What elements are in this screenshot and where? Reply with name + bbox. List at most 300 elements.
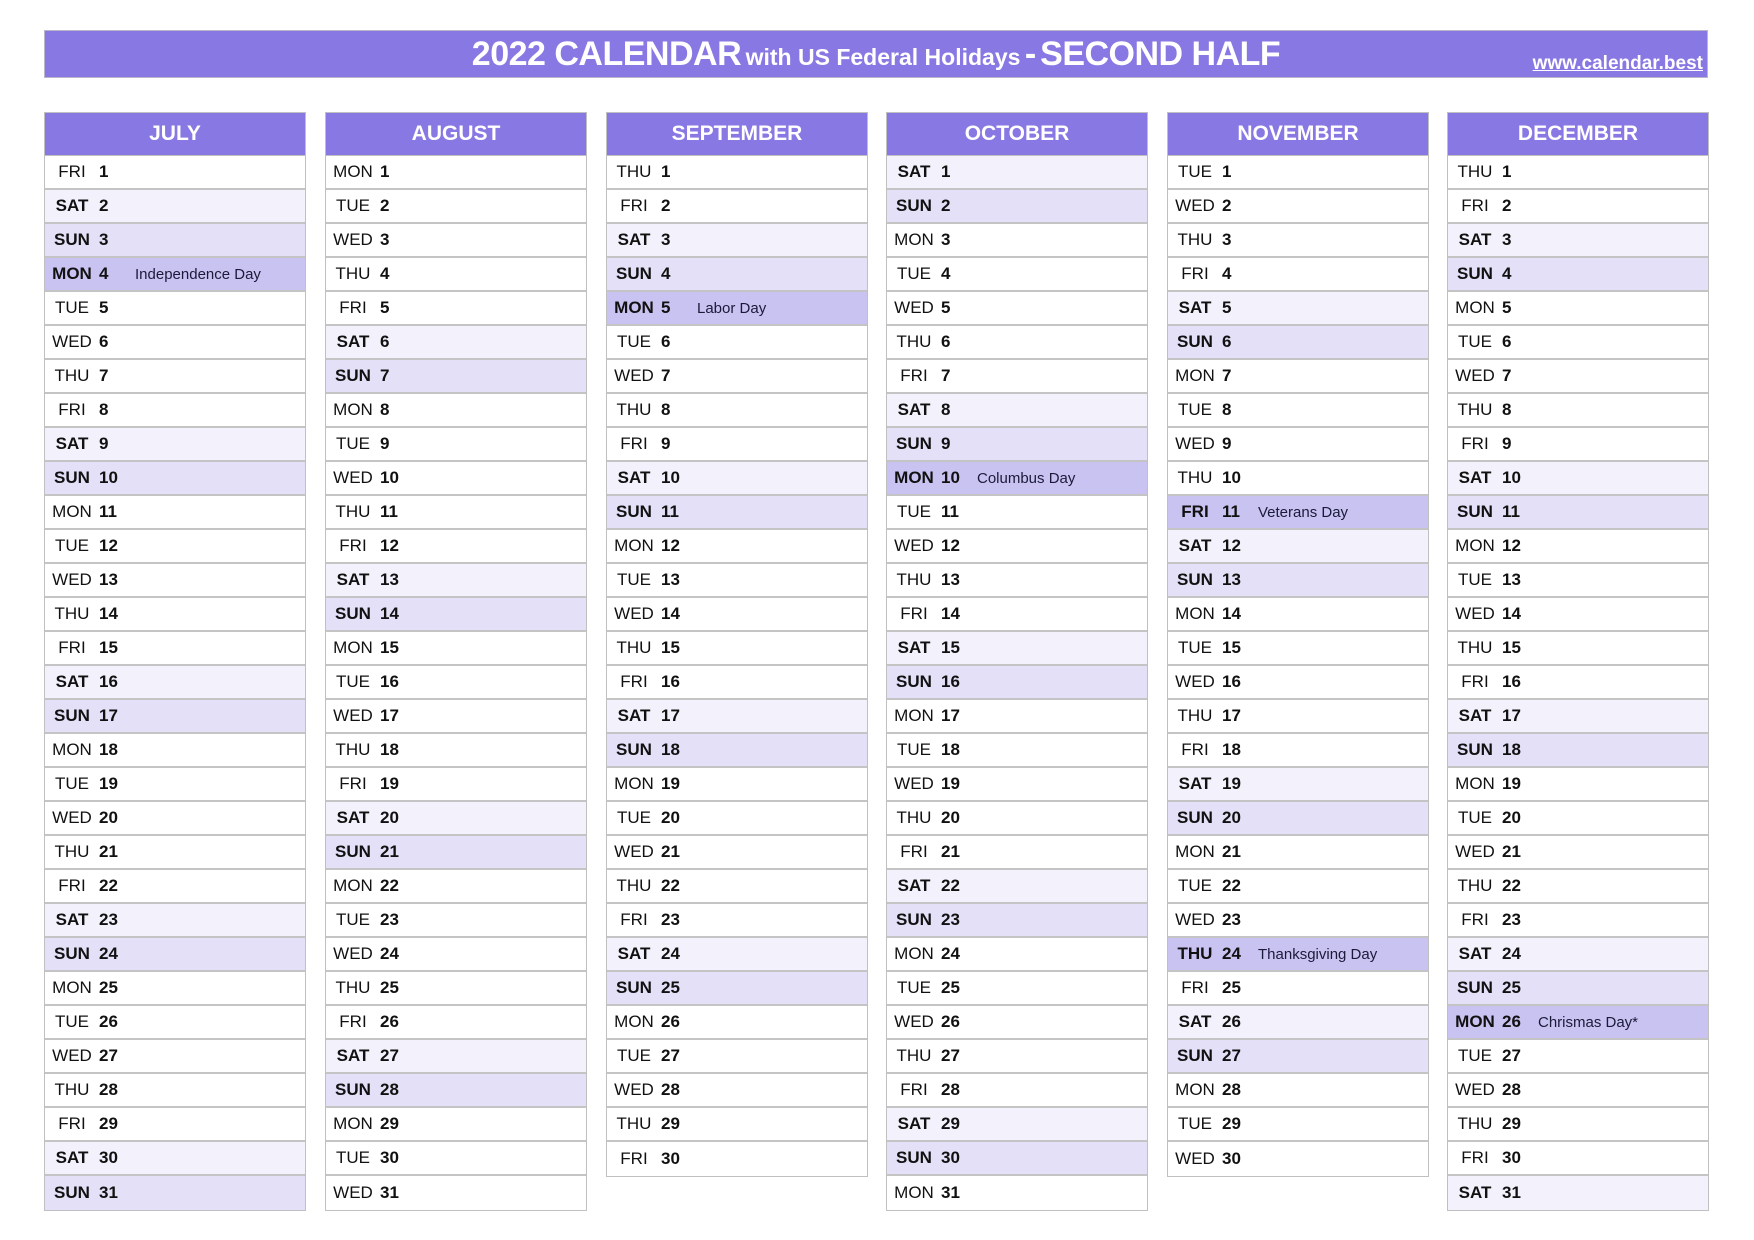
day-row [607, 360, 867, 394]
day-number: 11 [1222, 502, 1240, 521]
weekday-label: WED [1455, 604, 1495, 623]
day-row [1448, 1040, 1708, 1074]
day-row [1168, 1074, 1428, 1108]
day-number: 14 [380, 604, 399, 623]
day-row [326, 768, 586, 802]
holiday-name: Veterans Day [1258, 503, 1349, 521]
day-number: 6 [1502, 332, 1512, 351]
weekday-label: TUE [1178, 876, 1212, 895]
holiday-name: Chrismas Day* [1538, 1013, 1639, 1031]
weekday-label: WED [894, 1012, 934, 1031]
weekday-label: THU [616, 638, 652, 657]
day-row [887, 768, 1147, 802]
weekday-label: SUN [54, 468, 90, 487]
day-number: 15 [99, 638, 118, 657]
day-row [326, 870, 586, 904]
weekday-label: MON [52, 978, 92, 997]
weekday-label: SAT [1458, 1183, 1492, 1202]
day-row [607, 530, 867, 564]
day-row [887, 666, 1147, 700]
weekday-label: SUN [1457, 740, 1493, 759]
month-august [325, 112, 587, 1211]
day-row [326, 836, 586, 870]
day-row [1448, 904, 1708, 938]
day-number: 23 [941, 910, 960, 929]
day-number: 1 [661, 162, 671, 181]
weekday-label: SAT [1178, 298, 1212, 317]
day-row [607, 156, 867, 190]
day-row [887, 292, 1147, 326]
day-number: 11 [380, 502, 398, 521]
weekday-label: SAT [897, 400, 931, 419]
day-row [607, 394, 867, 428]
day-row [45, 326, 305, 360]
weekday-label: WED [333, 944, 373, 963]
weekday-label: SAT [55, 910, 89, 929]
day-row [887, 224, 1147, 258]
day-row [607, 666, 867, 700]
page-title [45, 35, 1707, 74]
day-row [1168, 360, 1428, 394]
weekday-label: SUN [1177, 1046, 1213, 1065]
weekday-label: TUE [336, 196, 370, 215]
weekday-label: FRI [1461, 434, 1489, 453]
day-number: 16 [1222, 672, 1241, 691]
weekday-label: TUE [336, 1148, 370, 1167]
holiday-row [887, 462, 1147, 496]
weekday-label: SUN [896, 910, 932, 929]
weekday-label: WED [333, 468, 373, 487]
day-number: 12 [941, 536, 960, 555]
day-number: 8 [661, 400, 671, 419]
month-header: SEPTEMBER [607, 113, 867, 156]
day-number: 10 [1502, 468, 1521, 487]
day-row [1168, 258, 1428, 292]
weekday-label: WED [52, 570, 92, 589]
day-row [887, 428, 1147, 462]
day-row [45, 734, 305, 768]
day-number: 20 [380, 808, 399, 827]
day-number: 1 [99, 162, 109, 181]
weekday-label: SAT [55, 434, 89, 453]
day-row [45, 360, 305, 394]
day-row [45, 870, 305, 904]
weekday-label: WED [52, 808, 92, 827]
day-row [1448, 632, 1708, 666]
weekday-label: FRI [620, 910, 648, 929]
weekday-label: SAT [1458, 944, 1492, 963]
weekday-label: THU [896, 570, 932, 589]
weekday-label: SUN [54, 944, 90, 963]
day-row [1168, 802, 1428, 836]
day-number: 5 [1222, 298, 1232, 317]
weekday-label: TUE [617, 808, 651, 827]
title-half: SECOND HALF [1040, 35, 1281, 73]
weekday-label: WED [1175, 196, 1215, 215]
day-number: 17 [1222, 706, 1241, 725]
weekday-label: MON [614, 774, 654, 793]
holiday-name: Thanksgiving Day [1258, 945, 1378, 963]
weekday-label: SAT [55, 672, 89, 691]
day-number: 6 [661, 332, 671, 351]
weekday-label: WED [614, 842, 654, 861]
weekday-label: THU [335, 978, 371, 997]
day-number: 5 [380, 298, 390, 317]
day-number: 25 [941, 978, 960, 997]
day-row [1168, 190, 1428, 224]
weekday-label: THU [1177, 468, 1213, 487]
day-row [326, 564, 586, 598]
day-row [45, 836, 305, 870]
day-number: 9 [99, 434, 109, 453]
weekday-label: FRI [900, 842, 928, 861]
day-row [326, 326, 586, 360]
weekday-label: SAT [55, 1148, 89, 1167]
weekday-label: SUN [616, 502, 652, 521]
weekday-label: FRI [1461, 672, 1489, 691]
day-row [326, 190, 586, 224]
day-number: 27 [941, 1046, 960, 1065]
day-number: 19 [380, 774, 399, 793]
weekday-label: SUN [335, 604, 371, 623]
day-number: 21 [661, 842, 680, 861]
day-number: 23 [1502, 910, 1521, 929]
day-number: 15 [1502, 638, 1521, 657]
day-number: 20 [1222, 808, 1241, 827]
day-number: 21 [380, 842, 399, 861]
day-number: 6 [941, 332, 951, 351]
day-row [887, 836, 1147, 870]
day-row [1448, 870, 1708, 904]
day-number: 21 [99, 842, 118, 861]
day-number: 9 [380, 434, 390, 453]
website-link[interactable]: www.calendar.best [1532, 53, 1703, 74]
day-row [45, 564, 305, 598]
day-row [607, 326, 867, 360]
weekday-label: WED [52, 1046, 92, 1065]
weekday-label: WED [894, 774, 934, 793]
day-row [45, 632, 305, 666]
day-row [45, 530, 305, 564]
day-number: 12 [380, 536, 399, 555]
day-number: 25 [1502, 978, 1521, 997]
day-number: 22 [1222, 876, 1241, 895]
weekday-label: SAT [897, 162, 931, 181]
day-row [887, 700, 1147, 734]
weekday-label: TUE [617, 1046, 651, 1065]
day-number: 19 [1222, 774, 1241, 793]
day-row [1448, 530, 1708, 564]
day-row [326, 632, 586, 666]
day-number: 3 [1222, 230, 1232, 249]
weekday-label: SAT [1178, 774, 1212, 793]
day-number: 18 [1222, 740, 1241, 759]
day-number: 18 [941, 740, 960, 759]
weekday-label: SUN [616, 740, 652, 759]
weekday-label: MON [894, 944, 934, 963]
day-row [326, 292, 586, 326]
day-row [326, 972, 586, 1006]
day-number: 12 [661, 536, 680, 555]
weekday-label: FRI [1181, 264, 1209, 283]
day-number: 21 [1502, 842, 1521, 861]
day-number: 27 [99, 1046, 118, 1065]
weekday-label: WED [1175, 434, 1215, 453]
day-number: 31 [99, 1183, 118, 1202]
weekday-label: SAT [1458, 468, 1492, 487]
weekday-label: THU [335, 264, 371, 283]
day-number: 3 [661, 230, 671, 249]
day-row [1168, 1006, 1428, 1040]
day-number: 26 [99, 1012, 118, 1031]
day-row [1448, 258, 1708, 292]
day-row [326, 938, 586, 972]
day-row [887, 190, 1147, 224]
weekday-label: THU [54, 842, 90, 861]
day-row [887, 258, 1147, 292]
weekday-label: TUE [55, 298, 89, 317]
weekday-label: MON [1175, 1080, 1215, 1099]
weekday-label: THU [1177, 706, 1213, 725]
day-number: 26 [1502, 1012, 1521, 1031]
day-number: 10 [380, 468, 399, 487]
weekday-label: WED [1175, 910, 1215, 929]
day-row [326, 598, 586, 632]
day-row [1168, 156, 1428, 190]
weekday-label: THU [54, 604, 90, 623]
day-number: 29 [1222, 1114, 1241, 1133]
weekday-label: MON [1175, 604, 1215, 623]
day-row [326, 428, 586, 462]
day-number: 24 [661, 944, 680, 963]
day-number: 17 [1502, 706, 1521, 725]
weekday-label: SUN [335, 842, 371, 861]
day-number: 1 [380, 162, 390, 181]
day-number: 28 [380, 1080, 399, 1099]
weekday-label: THU [1457, 400, 1493, 419]
day-number: 17 [380, 706, 399, 725]
month-header: OCTOBER [887, 113, 1147, 156]
weekday-label: FRI [1181, 502, 1209, 521]
weekday-label: MON [1455, 536, 1495, 555]
day-row [326, 802, 586, 836]
weekday-label: TUE [617, 570, 651, 589]
day-row [607, 190, 867, 224]
day-row [45, 156, 305, 190]
day-number: 9 [941, 434, 951, 453]
weekday-label: THU [1177, 230, 1213, 249]
day-number: 30 [380, 1148, 399, 1167]
weekday-label: MON [894, 1183, 934, 1202]
day-row [1448, 326, 1708, 360]
holiday-row [45, 258, 305, 292]
day-row [1448, 1176, 1708, 1210]
day-row [607, 972, 867, 1006]
day-row [607, 598, 867, 632]
day-row [1448, 666, 1708, 700]
day-row [1168, 598, 1428, 632]
day-row [45, 904, 305, 938]
weekday-label: THU [896, 1046, 932, 1065]
day-row [326, 1006, 586, 1040]
weekday-label: MON [333, 1114, 373, 1133]
calendar-banner [44, 30, 1708, 78]
weekday-label: THU [616, 162, 652, 181]
day-row [1448, 462, 1708, 496]
day-row [326, 666, 586, 700]
day-number: 18 [380, 740, 399, 759]
day-row [326, 734, 586, 768]
weekday-label: FRI [620, 196, 648, 215]
day-row [326, 258, 586, 292]
weekday-label: WED [333, 706, 373, 725]
weekday-label: SUN [335, 1080, 371, 1099]
day-row [607, 1142, 867, 1176]
day-number: 5 [99, 298, 109, 317]
day-number: 20 [99, 808, 118, 827]
day-row [326, 530, 586, 564]
title-separator: - [1024, 35, 1036, 73]
day-row [607, 1108, 867, 1142]
weekday-label: SUN [1457, 978, 1493, 997]
day-row [1448, 428, 1708, 462]
day-row [1448, 1142, 1708, 1176]
day-number: 28 [1222, 1080, 1241, 1099]
day-number: 31 [380, 1183, 399, 1202]
weekday-label: MON [333, 400, 373, 419]
day-row [607, 1006, 867, 1040]
day-number: 14 [99, 604, 118, 623]
day-number: 21 [1222, 842, 1241, 861]
day-number: 26 [1222, 1012, 1241, 1031]
day-number: 27 [661, 1046, 680, 1065]
day-number: 7 [1222, 366, 1232, 385]
weekday-label: SAT [617, 944, 651, 963]
weekday-label: SUN [616, 264, 652, 283]
weekday-label: MON [1455, 298, 1495, 317]
day-row [1448, 496, 1708, 530]
weekday-label: WED [1455, 842, 1495, 861]
weekday-label: SUN [896, 1148, 932, 1167]
day-row [1168, 564, 1428, 598]
day-row [607, 1040, 867, 1074]
day-number: 2 [1222, 196, 1232, 215]
weekday-label: SUN [335, 366, 371, 385]
weekday-label: FRI [339, 298, 367, 317]
weekday-label: FRI [339, 1012, 367, 1031]
day-row [1448, 1074, 1708, 1108]
weekday-label: WED [52, 332, 92, 351]
day-row [45, 768, 305, 802]
weekday-label: THU [1177, 944, 1213, 963]
day-number: 14 [661, 604, 680, 623]
day-number: 8 [380, 400, 390, 419]
day-number: 2 [941, 196, 951, 215]
weekday-label: SAT [1178, 1012, 1212, 1031]
day-number: 13 [1502, 570, 1521, 589]
day-number: 30 [1502, 1148, 1521, 1167]
day-number: 25 [661, 978, 680, 997]
weekday-label: SUN [1177, 570, 1213, 589]
weekday-label: THU [335, 740, 371, 759]
month-header: DECEMBER [1448, 113, 1708, 156]
day-number: 4 [380, 264, 390, 283]
day-number: 1 [1222, 162, 1232, 181]
month-header: JULY [45, 113, 305, 156]
day-number: 26 [380, 1012, 399, 1031]
weekday-label: WED [1455, 366, 1495, 385]
title-main: 2022 CALENDAR [471, 35, 742, 73]
day-number: 24 [380, 944, 399, 963]
day-row [45, 190, 305, 224]
weekday-label: FRI [1461, 196, 1489, 215]
day-row [326, 360, 586, 394]
day-row [887, 1006, 1147, 1040]
day-row [887, 802, 1147, 836]
weekday-label: FRI [900, 366, 928, 385]
weekday-label: TUE [1178, 638, 1212, 657]
day-number: 11 [1502, 502, 1520, 521]
day-row [607, 462, 867, 496]
day-number: 15 [941, 638, 960, 657]
day-number: 26 [661, 1012, 680, 1031]
day-row [1448, 836, 1708, 870]
month-july [44, 112, 306, 1211]
day-number: 22 [941, 876, 960, 895]
day-row [1448, 394, 1708, 428]
day-row [607, 904, 867, 938]
day-number: 31 [941, 1183, 960, 1202]
weekday-label: THU [1457, 638, 1493, 657]
day-row [607, 224, 867, 258]
weekday-label: TUE [336, 434, 370, 453]
day-row [45, 462, 305, 496]
day-number: 8 [1222, 400, 1232, 419]
day-row [45, 428, 305, 462]
day-number: 13 [661, 570, 680, 589]
day-row [1448, 700, 1708, 734]
weekday-label: THU [896, 808, 932, 827]
day-row [887, 1142, 1147, 1176]
weekday-label: SAT [55, 196, 89, 215]
holiday-row [1448, 1006, 1708, 1040]
day-row [887, 938, 1147, 972]
weekday-label: MON [333, 638, 373, 657]
weekday-label: THU [54, 1080, 90, 1099]
day-number: 13 [99, 570, 118, 589]
day-row [887, 1074, 1147, 1108]
day-number: 6 [380, 332, 390, 351]
weekday-label: SAT [617, 468, 651, 487]
weekday-label: SUN [54, 230, 90, 249]
day-number: 27 [1222, 1046, 1241, 1065]
day-number: 2 [99, 196, 109, 215]
day-row [887, 598, 1147, 632]
weekday-label: THU [896, 332, 932, 351]
weekday-label: SAT [897, 1114, 931, 1133]
day-number: 18 [661, 740, 680, 759]
day-number: 7 [941, 366, 951, 385]
day-row [45, 1040, 305, 1074]
weekday-label: WED [1455, 1080, 1495, 1099]
weekday-label: THU [616, 876, 652, 895]
day-number: 20 [941, 808, 960, 827]
day-number: 5 [941, 298, 951, 317]
weekday-label: WED [894, 536, 934, 555]
day-row [1448, 938, 1708, 972]
day-row [887, 734, 1147, 768]
day-row [1448, 768, 1708, 802]
